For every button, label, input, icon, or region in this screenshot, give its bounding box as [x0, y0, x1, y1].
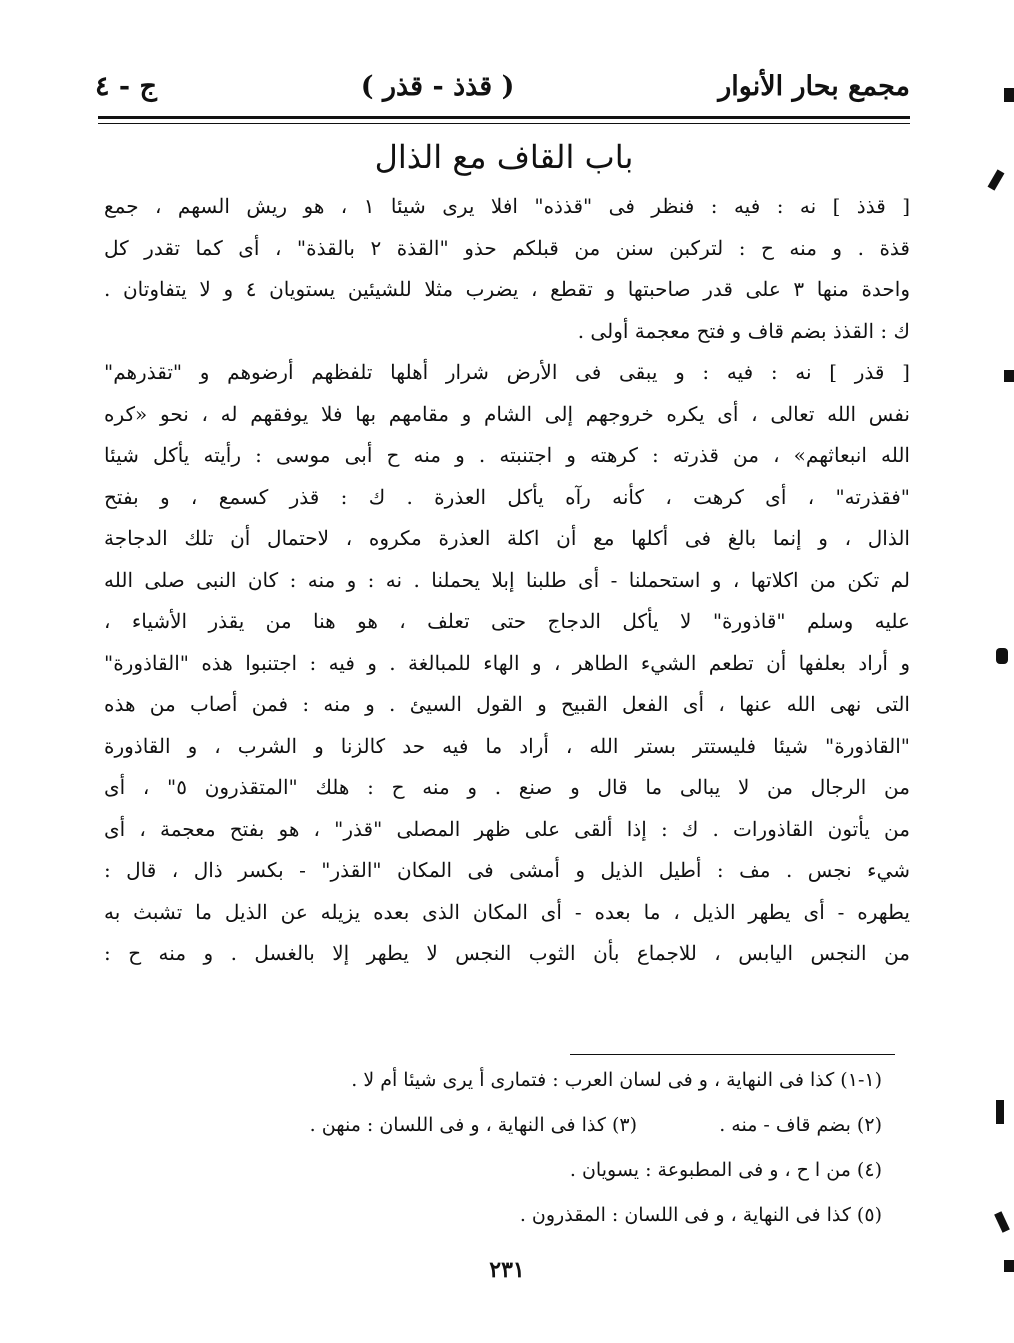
text-line: عليه وسلم "قاذورة" لا يأكل الدجاج حتى تعلف ، هو هنا من يقذر الأشياء ، [104, 609, 910, 633]
scan-margin-mark [1004, 1260, 1014, 1272]
book-title: مجمع بحار الأنوار [718, 70, 910, 102]
text-line: "القاذورة" شيئا فليستتر بستر الله ، أراد ما فيه حد كالزنا و الشرب ، و القاذورة [104, 733, 910, 758]
text-line: نفس الله تعالى ، أى يكره خروجهم إلى الشام و مقامهم بها فلا يوفقهم له ، نحو «كره [104, 401, 910, 426]
footnote: (٥) كذا فى النهاية ، و فى اللسان : المقذرون . [519, 1204, 882, 1226]
page-number: ٢٣١ [489, 1257, 525, 1283]
scan-margin-mark [1004, 370, 1014, 382]
scan-margin-mark [988, 169, 1005, 190]
text-line: التى نهى الله عنها ، أى الفعل القبيح و القول السيئ . و منه : فمن أصاب من هذه [104, 692, 910, 716]
text-line: ك : القذذ بضم قاف و فتح معجمة أولى . [577, 318, 910, 343]
footnotes [104, 1058, 882, 1238]
footnote: (١-١) كذا فى النهاية ، و فى لسان العرب : فتمارى أ يرى شيئا أم لا . [351, 1069, 882, 1091]
section-range: ( قذذ - قذر ) [360, 70, 515, 102]
text-line: و أراد بعلفها أن تطعم الشيء الطاهر ، و الهاء للمبالغة . و فيه : اجتنبوا هذه "القاذورة" [104, 650, 910, 675]
scan-margin-mark [994, 1211, 1010, 1233]
text-line: واحدة منها ٣ على قدر صاحبتها و تقطع ، يضرب مثلا للشيئين يستويان ٤ و لا يتفاوتان . [104, 277, 910, 301]
scan-margin-mark [1004, 88, 1014, 102]
text-line: قذة . و منه ح : لتركبن سنن من قبلكم حذو "القذة ٢ بالقذة" ، أى كما تقدر كل [104, 235, 910, 260]
text-line: "فقذرته" ، أى كرهت ، كأنه رآه يأكل العذرة . ك : قذر كسمع ، و بفتح [104, 484, 910, 509]
header-rule-thin [98, 123, 910, 124]
volume-label: ج - ٤ [95, 70, 157, 102]
text-line: [ قذذ ] نه : فيه : فنظر فى "قذذه" افلا يرى شيئا ١ ، هو ريش السهم ، جمع [104, 194, 910, 218]
text-line: من يأتون القاذورات . ك : إذا ألقى على ظهر المصلى "قذر" ، هو بفتح معجمة ، أى [104, 816, 910, 841]
running-header [95, 62, 910, 110]
scan-margin-mark [996, 648, 1008, 664]
footnote: (٣) كذا فى النهاية ، و فى اللسان : منهن . [309, 1114, 637, 1136]
footnote-row [104, 1103, 882, 1148]
footnote-rule [570, 1054, 895, 1055]
footnote: (٢) بضم قاف - منه . [719, 1114, 882, 1136]
text-line: يطهره - أى يطهر الذيل ، ما بعده - أى المكان الذى بعده يزيله عن الذيل ما تشبث به [104, 899, 910, 924]
text-line: الله انبعاثهم» ، من قذرته : كرهته و اجتنبته . و منه ح أبى موسى : رأيته يأكل شيئا [104, 443, 910, 467]
footnote: (٤) من ا ح ، و فى المطبوعة : يسويان . [569, 1159, 882, 1181]
text-line: من الرجال من لا يبالى ما قال و صنع . و منه ح : هلك "المتقذرون ٥" ، أى [104, 775, 910, 799]
text-line: الذال ، و إنما بالغ فى أكلها مع أن اكلة العذرة مكروه ، لاحتمال أن تلك الدجاجة [104, 526, 910, 550]
scan-margin-mark [996, 1100, 1004, 1124]
main-text [104, 186, 910, 975]
text-line: لم تكن من اكلاتها ، و استحملنا - أى طلبنا إبلا يحملنا . نه : و منه : كان النبى صلى الله [104, 567, 910, 592]
text-line: شيء نجس . مف : أطيل الذيل و أمشى فى المكان "القذر" - بكسر ذال ، قال : [104, 858, 910, 882]
header-rule-thick [98, 116, 910, 119]
chapter-title: باب القاف مع الذال [374, 138, 634, 176]
text-line: من النجس اليابس ، للاجماع بأن الثوب النجس لا يطهر إلا بالغسل . و منه ح : [104, 941, 910, 965]
text-line: [ قذر ] نه : فيه : و يبقى فى الأرض شرار أهلها تلفظهم أرضوهم و "تقذرهم" [104, 360, 910, 384]
